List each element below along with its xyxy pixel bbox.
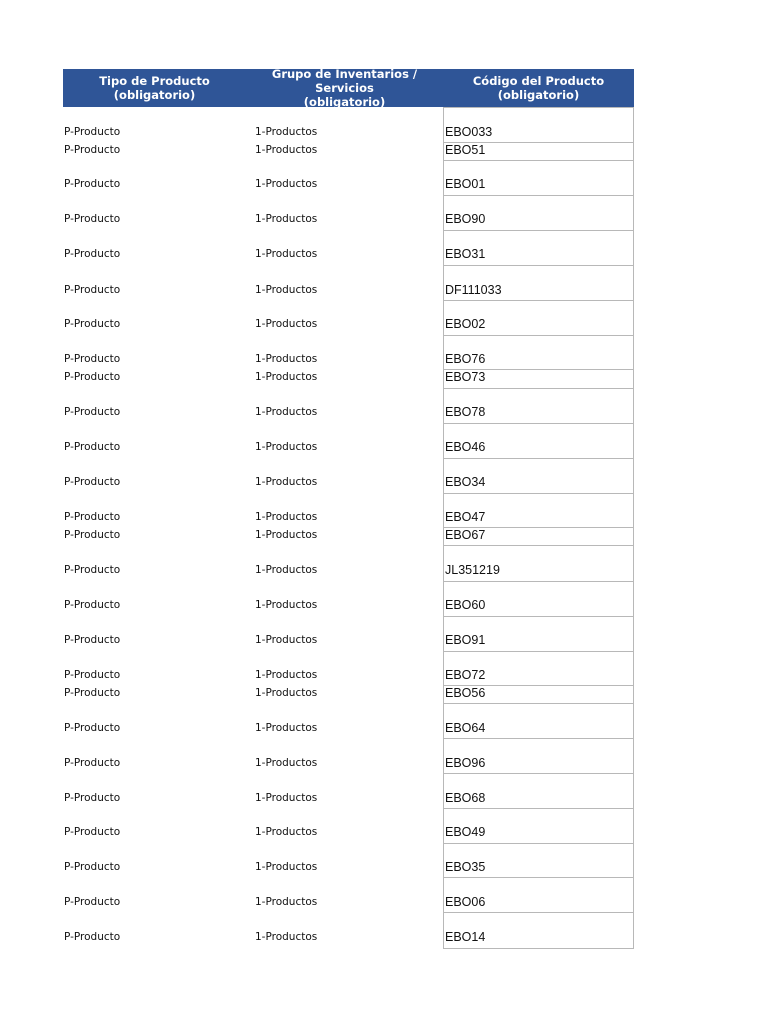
tipo-producto-cell: P-Producto: [64, 826, 121, 838]
grupo-inventarios-cell: 1-Productos: [255, 826, 318, 838]
grupo-inventarios-cell: 1-Productos: [255, 441, 318, 453]
codigo-producto-value: EBO73: [445, 370, 486, 384]
codigo-producto-value: EBO49: [445, 825, 486, 839]
tipo-producto-cell: P-Producto: [64, 757, 121, 769]
codigo-producto-value: EBO90: [445, 212, 486, 226]
tipo-producto-cell: P-Producto: [64, 861, 121, 873]
tipo-producto-cell: P-Producto: [64, 529, 121, 541]
tipo-producto-cell: P-Producto: [64, 896, 121, 908]
tipo-producto-cell: P-Producto: [64, 792, 121, 804]
codigo-producto-value: EBO51: [445, 143, 486, 157]
codigo-producto-value: EBO64: [445, 721, 486, 735]
codigo-producto-value: DF111033: [445, 283, 502, 297]
codigo-producto-value: EBO68: [445, 791, 486, 805]
tipo-producto-cell: P-Producto: [64, 599, 121, 611]
codigo-producto-value: EBO56: [445, 686, 486, 700]
tipo-producto-cell: P-Producto: [64, 126, 121, 138]
codigo-producto-value: EBO46: [445, 440, 486, 454]
codigo-producto-value: EBO34: [445, 475, 486, 489]
codigo-producto-value: EBO78: [445, 405, 486, 419]
grupo-inventarios-cell: 1-Productos: [255, 722, 318, 734]
grupo-inventarios-cell: 1-Productos: [255, 896, 318, 908]
tipo-producto-cell: P-Producto: [64, 353, 121, 365]
grupo-inventarios-cell: 1-Productos: [255, 476, 318, 488]
grupo-inventarios-cell: 1-Productos: [255, 757, 318, 769]
tipo-producto-cell: P-Producto: [64, 722, 121, 734]
tipo-producto-cell: P-Producto: [64, 178, 121, 190]
tipo-producto-cell: P-Producto: [64, 564, 121, 576]
codigo-producto-value: EBO35: [445, 860, 486, 874]
header-grupo-inventarios-line1: Grupo de Inventarios / Servicios: [271, 67, 418, 95]
grupo-inventarios-cell: 1-Productos: [255, 144, 318, 156]
grupo-inventarios-cell: 1-Productos: [255, 511, 318, 523]
grupo-inventarios-cell: 1-Productos: [255, 178, 318, 190]
header-tipo-producto-label: Tipo de Producto (obligatorio): [99, 74, 210, 102]
grupo-inventarios-cell: 1-Productos: [255, 353, 318, 365]
tipo-producto-cell: P-Producto: [64, 687, 121, 699]
grupo-inventarios-cell: 1-Productos: [255, 529, 318, 541]
grupo-inventarios-cell: 1-Productos: [255, 248, 318, 260]
codigo-producto-value: EBO06: [445, 895, 486, 909]
grupo-inventarios-cell: 1-Productos: [255, 406, 318, 418]
grupo-inventarios-cell: 1-Productos: [255, 126, 318, 138]
grupo-inventarios-cell: 1-Productos: [255, 213, 318, 225]
grupo-inventarios-cell: 1-Productos: [255, 861, 318, 873]
grupo-inventarios-cell: 1-Productos: [255, 599, 318, 611]
grupo-inventarios-cell: 1-Productos: [255, 931, 318, 943]
tipo-producto-cell: P-Producto: [64, 318, 121, 330]
grupo-inventarios-cell: 1-Productos: [255, 371, 318, 383]
tipo-producto-cell: P-Producto: [64, 511, 121, 523]
grupo-inventarios-cell: 1-Productos: [255, 669, 318, 681]
codigo-producto-value: EBO72: [445, 668, 486, 682]
grupo-inventarios-cell: 1-Productos: [255, 284, 318, 296]
codigo-producto-value: EBO31: [445, 247, 486, 261]
codigo-producto-value: EBO47: [445, 510, 486, 524]
header-tipo-producto: [63, 69, 246, 107]
codigo-producto-value: JL351219: [445, 563, 500, 577]
tipo-producto-cell: P-Producto: [64, 248, 121, 260]
codigo-producto-value: EBO91: [445, 633, 486, 647]
tipo-producto-cell: P-Producto: [64, 213, 121, 225]
codigo-producto-value: EBO02: [445, 317, 486, 331]
tipo-producto-cell: P-Producto: [64, 931, 121, 943]
header-grupo-inventarios: [246, 69, 443, 107]
tipo-producto-cell: P-Producto: [64, 476, 121, 488]
codigo-producto-value: EBO01: [445, 177, 486, 191]
codigo-producto-value: EBO033: [445, 125, 493, 139]
codigo-producto-value: EBO60: [445, 598, 486, 612]
grupo-inventarios-cell: 1-Productos: [255, 634, 318, 646]
tipo-producto-cell: P-Producto: [64, 371, 121, 383]
header-codigo-producto-line2: (obligatorio): [497, 88, 580, 102]
codigo-producto-value: EBO67: [445, 528, 486, 542]
tipo-producto-cell: P-Producto: [64, 441, 121, 453]
grupo-inventarios-cell: 1-Productos: [255, 318, 318, 330]
grupo-inventarios-cell: 1-Productos: [255, 792, 318, 804]
codigo-producto-value: EBO76: [445, 352, 486, 366]
header-grupo-inventarios-line2: (obligatorio): [303, 95, 386, 109]
codigo-producto-value: EBO96: [445, 756, 486, 770]
header-codigo-producto-line1: Código del Producto: [472, 74, 605, 88]
grupo-inventarios-cell: 1-Productos: [255, 687, 318, 699]
tipo-producto-cell: P-Producto: [64, 406, 121, 418]
grupo-inventarios-cell: 1-Productos: [255, 564, 318, 576]
tipo-producto-cell: P-Producto: [64, 284, 121, 296]
tipo-producto-cell: P-Producto: [64, 669, 121, 681]
tipo-producto-cell: P-Producto: [64, 634, 121, 646]
codigo-producto-value: EBO14: [445, 930, 486, 944]
tipo-producto-cell: P-Producto: [64, 144, 121, 156]
header-codigo-producto: [443, 69, 634, 107]
